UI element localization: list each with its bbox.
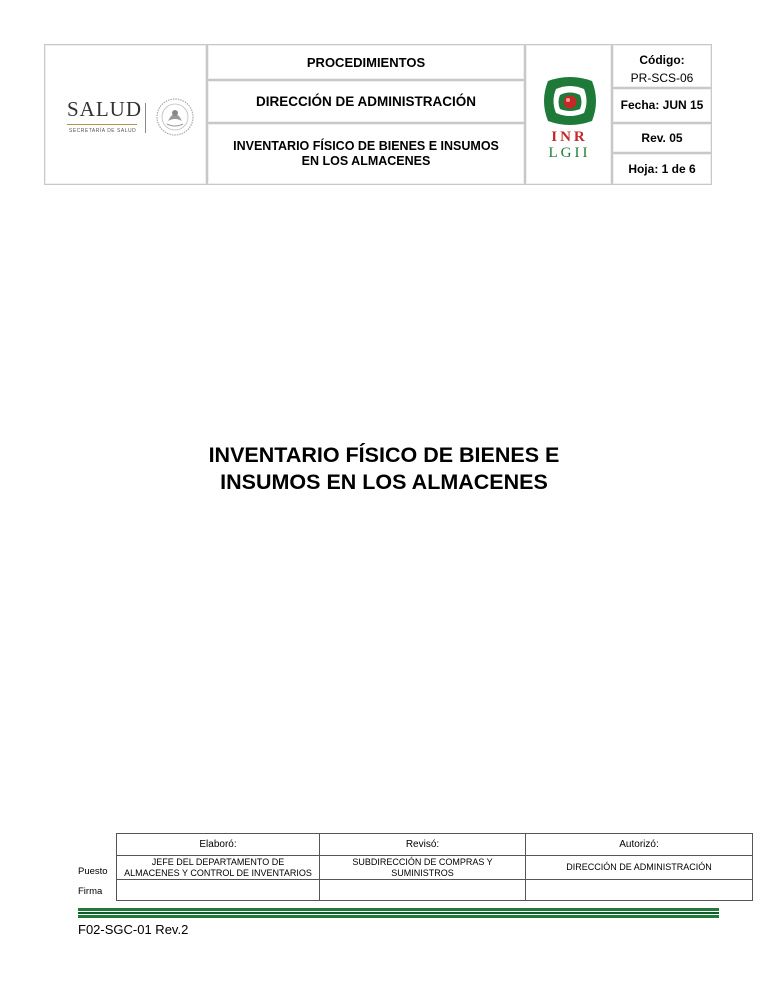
main-title [100,442,668,496]
inr-emblem-icon [542,75,598,127]
inr-logo-cell [525,44,612,185]
puesto-autorizo [525,855,753,880]
main-title-line-1: INVENTARIO FÍSICO DE BIENES E [208,443,560,467]
salud-subtitle: SECRETARÍA DE SALUD [69,128,137,134]
rev-cell [612,123,712,153]
salud-wordmark: SALUD [67,97,143,121]
lgii-letters: LGII [548,145,591,161]
salud-logo [67,97,202,143]
direccion-cell [207,80,525,123]
direccion-label: DIRECCIÓN DE ADMINISTRACIÓN [255,94,476,109]
firma-autorizo-field[interactable] [525,879,753,901]
elaboro-label: Elaboró: [199,839,237,850]
signature-table [78,833,753,901]
puesto-reviso-text: SUBDIRECCIÓN DE COMPRAS Y SUMINISTROS [352,856,493,878]
main-title-line-2: INSUMOS EN LOS ALMACENES [220,470,548,494]
inr-letters: INR [551,129,588,145]
firma-reviso-field[interactable] [319,879,526,901]
puesto-label: Puesto [78,865,108,877]
rev-label: Rev. 05 [641,131,683,145]
puesto-elaboro [116,855,320,880]
form-code: F02-SGC-01 Rev.2 [78,922,189,937]
puesto-autorizo-text: DIRECCIÓN DE ADMINISTRACIÓN [566,862,712,872]
fecha-label: Fecha: JUN 15 [620,98,704,112]
codigo-cell [612,44,712,88]
document-title-cell [207,123,525,185]
firma-label: Firma [78,885,103,897]
salud-logo-cell [44,44,207,185]
header-document-title: INVENTARIO FÍSICO DE BIENES E INSUMOS EN LOS ALMACENES [233,139,499,168]
salud-divider [145,103,146,133]
codigo-value: PR-SCS-06 [630,71,694,85]
procedimientos-label: PROCEDIMIENTOS [306,54,426,70]
footer-green-rule-bottom [78,915,719,918]
fecha-cell [612,88,712,123]
national-seal-icon [155,97,195,137]
footer-green-rule-top [78,908,719,911]
hoja-label: Hoja: 1 de 6 [628,162,696,176]
codigo-label: Código: [639,53,685,67]
hoja-cell [612,153,712,185]
autorizo-header [525,833,753,856]
salud-underline [67,124,137,125]
puesto-elaboro-text: JEFE DEL DEPARTAMENTO DE ALMACENES Y CONTROL DE INVENTARIOS [124,856,312,878]
elaboro-header [116,833,320,856]
document-header [44,44,712,185]
reviso-label: Revisó: [405,839,440,850]
reviso-header [319,833,526,856]
firma-elaboro-field[interactable] [116,879,320,901]
puesto-reviso [319,855,526,880]
procedimientos-cell [207,44,525,80]
footer-green-rule-middle [78,912,719,914]
autorizo-label: Autorizó: [619,839,659,850]
